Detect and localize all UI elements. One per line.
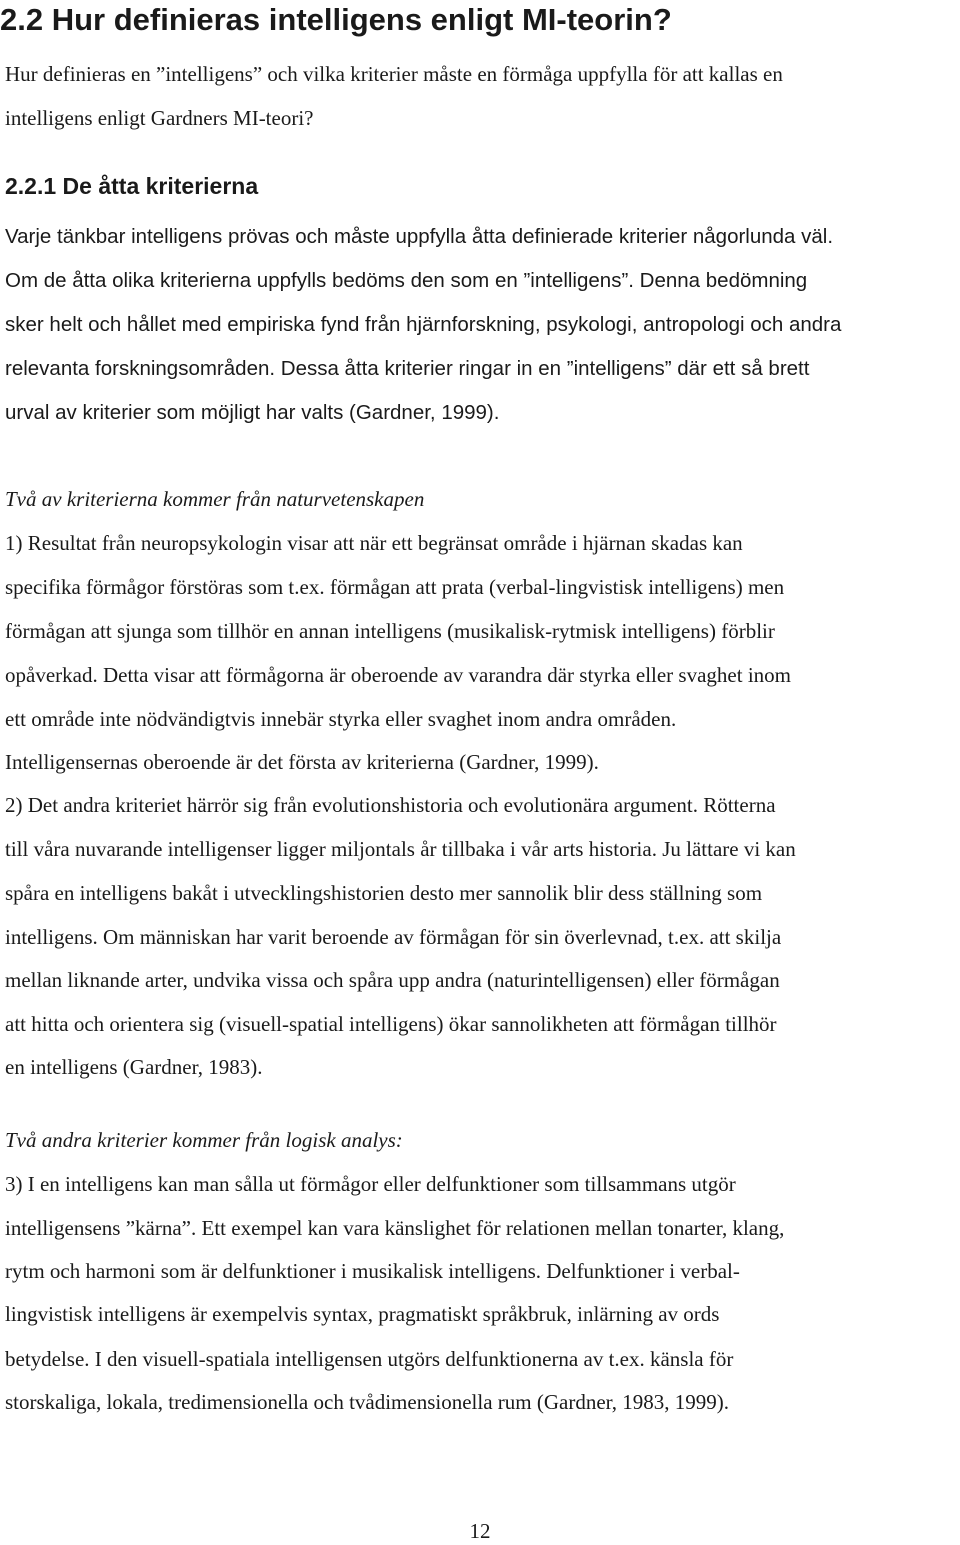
paragraph-line: Intelligensernas oberoende är det första av kriterierna (Gardner, 1999). — [5, 750, 599, 774]
paragraph-line: Om de åtta olika kriterierna uppfylls bedöms den som en ”intelligens”. Denna bedömning — [5, 269, 808, 292]
paragraph-line: 3) I en intelligens kan man sålla ut förmågor eller delfunktioner som tillsammans utgör — [5, 1172, 736, 1196]
paragraph-line: ett område inte nödvändigtvis innebär styrka eller svaghet inom andra områden. — [5, 707, 677, 731]
paragraph-line: storskaliga, lokala, tredimensionella och tvådimensionella rum (Gardner, 1983, 1999). — [5, 1390, 730, 1414]
section-heading: 2.2 Hur definieras intelligens enligt MI-teorin? — [0, 2, 672, 37]
paragraph-line: förmågan att sjunga som tillhör en annan intelligens (musikalisk-rytmisk intelligens) förblir — [5, 619, 775, 643]
paragraph-line: mellan liknande arter, undvika vissa och spåra upp andra (naturintelligensen) eller förmågan — [5, 968, 780, 992]
paragraph-line: 2) Det andra kriteriet härrör sig från evolutionshistoria och evolutionära argument. Rötterna — [5, 793, 776, 817]
group-title-logical-analysis: Två andra kriterier kommer från logisk analys: — [5, 1128, 403, 1152]
paragraph-line: intelligens. Om människan har varit beroende av förmågan för sin överlevnad, t.ex. att skilja — [5, 925, 782, 949]
paragraph-line: till våra nuvarande intelligenser ligger miljontals år tillbaka i vår arts historia. Ju lättare vi kan — [5, 837, 796, 861]
paragraph-line: spåra en intelligens bakåt i utvecklingshistorien desto mer sannolik blir dess ställning som — [5, 881, 763, 905]
subsection-heading: 2.2.1 De åtta kriterierna — [5, 173, 259, 199]
paragraph-line: Varje tänkbar intelligens prövas och måste uppfylla åtta definierade kriterier någorlunda väl. — [5, 225, 834, 248]
intro-line: Hur definieras en ”intelligens” och vilka kriterier måste en förmåga uppfylla för att kallas en — [5, 62, 783, 86]
paragraph-line: specifika förmågor förstöras som t.ex. förmågan att prata (verbal-lingvistisk intelligens) men — [5, 575, 785, 599]
paragraph-line: intelligensens ”kärna”. Ett exempel kan vara känslighet för relationen mellan tonarter, klang, — [5, 1216, 785, 1240]
paragraph-line: sker helt och hållet med empiriska fynd från hjärnforskning, psykologi, antropologi och andra — [5, 313, 842, 336]
page-number: 12 — [469, 1519, 491, 1543]
paragraph-line: att hitta och orientera sig (visuell-spatial intelligens) ökar sannolikheten att förmågan tillhör — [5, 1012, 777, 1036]
paragraph-line: en intelligens (Gardner, 1983). — [5, 1055, 263, 1079]
intro-line: intelligens enligt Gardners MI-teori? — [5, 106, 314, 130]
group-title-natural-science: Två av kriterierna kommer från naturvetenskapen — [5, 487, 425, 511]
paragraph-line: rytm och harmoni som är delfunktioner i musikalisk intelligens. Delfunktioner i verbal- — [5, 1259, 740, 1283]
paragraph-line: 1) Resultat från neuropsykologin visar att när ett begränsat område i hjärnan skadas kan — [5, 531, 743, 555]
paragraph-line: opåverkad. Detta visar att förmågorna är oberoende av varandra där styrka eller svaghet inom — [5, 663, 791, 687]
paragraph-line: betydelse. I den visuell-spatiala intelligensen utgörs delfunktionerna av t.ex. känsla för — [5, 1347, 734, 1371]
paragraph-line: lingvistisk intelligens är exempelvis syntax, pragmatiskt språkbruk, inlärning av ords — [5, 1302, 720, 1326]
paragraph-line: relevanta forskningsområden. Dessa åtta kriterier ringar in en ”intelligens” där ett så brett — [5, 357, 810, 380]
paragraph-line: urval av kriterier som möjligt har valts (Gardner, 1999). — [5, 401, 500, 424]
